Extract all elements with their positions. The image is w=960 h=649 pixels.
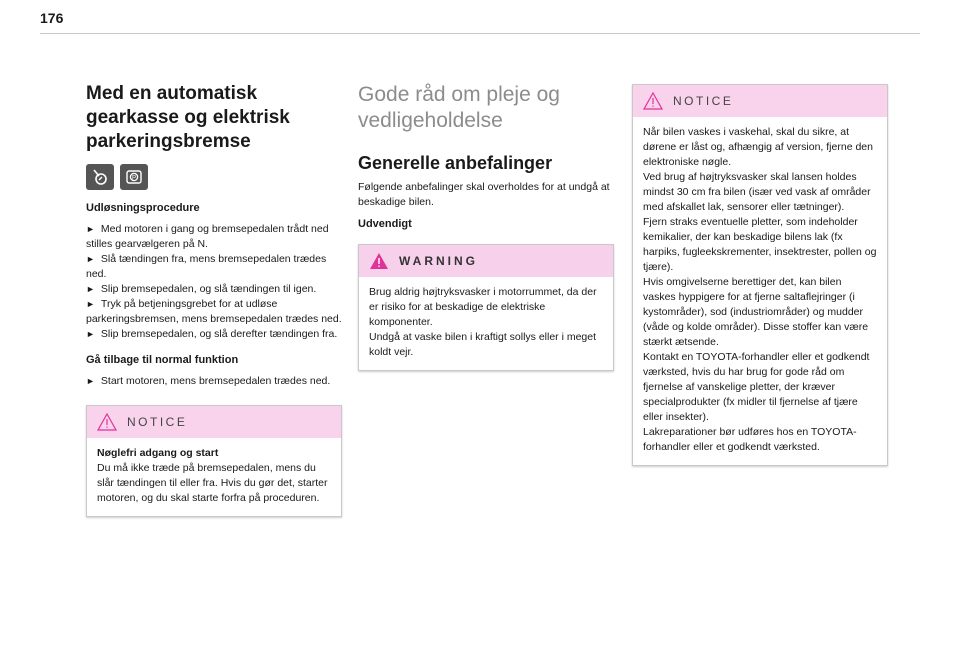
arrow-icon: ► [86,299,95,309]
notice-body [633,117,887,465]
release-procedure-heading: Udløsningsprocedure [86,202,200,214]
parking-brake-icon [120,164,148,190]
gear-lever-icon [86,164,114,190]
svg-text:P: P [131,175,137,182]
right-column [632,84,888,466]
warning-triangle-icon [643,92,663,110]
arrow-icon: ► [86,254,95,264]
release-step: ► Slip bremsepedalen, og slå derefter tændingen fra. [86,328,338,340]
arrow-icon: ► [86,284,95,294]
notice-line: Når bilen vaskes i vaskehal, skal du sikre, at dørene er låst og, afhængig af version, fjerne den elektroniske nøgle. [643,126,873,168]
warning-box [358,244,614,371]
arrow-icon: ► [86,224,95,234]
notice-line: Hvis omgivelserne berettiger det, kan bilen vaskes hyppigere for at fjerne saltaflejringer (i kystområder), sod (industriområder) og mudder (våde og kolde områder). Disse stoffer kan være stærkt ætsende. [643,276,869,348]
header-divider [40,33,920,34]
exterior-heading: Udvendigt [358,218,412,230]
warning-label: WARNING [399,254,478,268]
warning-header [359,245,613,277]
notice-box-washing [632,84,888,466]
release-steps [86,222,342,342]
notice-header [633,85,887,117]
section-title-parking-brake: Med en automatisk gearkasse og elektrisk parkeringsbremse [86,83,290,152]
notice-heading: Nøglefri adgang og start [97,447,219,459]
section-title-care: Gode råd om pleje og vedligeholdelse [358,83,560,132]
warning-body [359,277,613,370]
normal-steps [86,374,342,389]
notice-line: Lakreparationer bør udføres hos en TOYOTA-forhandler eller et godkendt værksted. [643,426,857,453]
notice-box-keyless [86,405,342,517]
normal-function-heading: Gå tilbage til normal funktion [86,354,239,366]
notice-label: NOTICE [673,94,734,108]
release-step: ► Med motoren i gang og bremsepedalen trådt ned stilles gearvælgeren på N. [86,223,329,250]
warning-line: Undgå at vaske bilen i kraftigt sollys eller i meget koldt vejr. [369,331,597,358]
normal-step: ► Start motoren, mens bremsepedalen trædes ned. [86,375,331,387]
left-column [86,82,342,517]
warning-line: Brug aldrig højtryksvasker i motorrummet, da der er risiko for at beskadige de elektriske komponenter. [369,286,597,328]
release-step: ► Slå tændingen fra, mens bremsepedalen trædes ned. [86,253,327,280]
page-number: 176 [40,10,64,26]
notice-label: NOTICE [127,415,188,429]
notice-body [87,438,341,516]
arrow-icon: ► [86,329,95,339]
intro-text: Følgende anbefalinger skal overholdes for at undgå at beskadige bilen. [358,181,610,208]
vehicle-icons [86,164,342,190]
notice-text: Du må ikke træde på bremsepedalen, mens du slår tændingen til eller fra. Hvis du gør det, starter motoren, og du skal starte forfra på proceduren. [97,462,328,504]
warning-triangle-icon [97,413,117,431]
middle-column [358,82,614,371]
notice-line: Kontakt en TOYOTA-forhandler eller et godkendt værksted, hvis du har brug for gode råd om fjernelse af vanskelige pletter, der kræver specialprodukter (fx midler til fjernelse af tjære eller insekter). [643,351,870,423]
notice-line: Ved brug af højtryksvasker skal lansen holdes mindst 30 cm fra bilen (især ved vask af områder med afskallet lak, sensorer eller tætninger). [643,171,871,213]
release-step: ► Tryk på betjeningsgrebet for at udløse parkeringsbremsen, mens bremsepedalen trædes ned. [86,298,342,325]
release-step: ► Slip bremsepedalen, og slå tændingen til igen. [86,283,317,295]
notice-line: Fjern straks eventuelle pletter, som indeholder kemikalier, der kan beskadige bilens lak (fx harpiks, fugleekskrementer, insektrester, pollen og tjære). [643,216,877,273]
notice-header [87,406,341,438]
warning-triangle-icon [369,252,389,270]
arrow-icon: ► [86,376,95,386]
subtitle-general: Generelle anbefalinger [358,153,553,173]
